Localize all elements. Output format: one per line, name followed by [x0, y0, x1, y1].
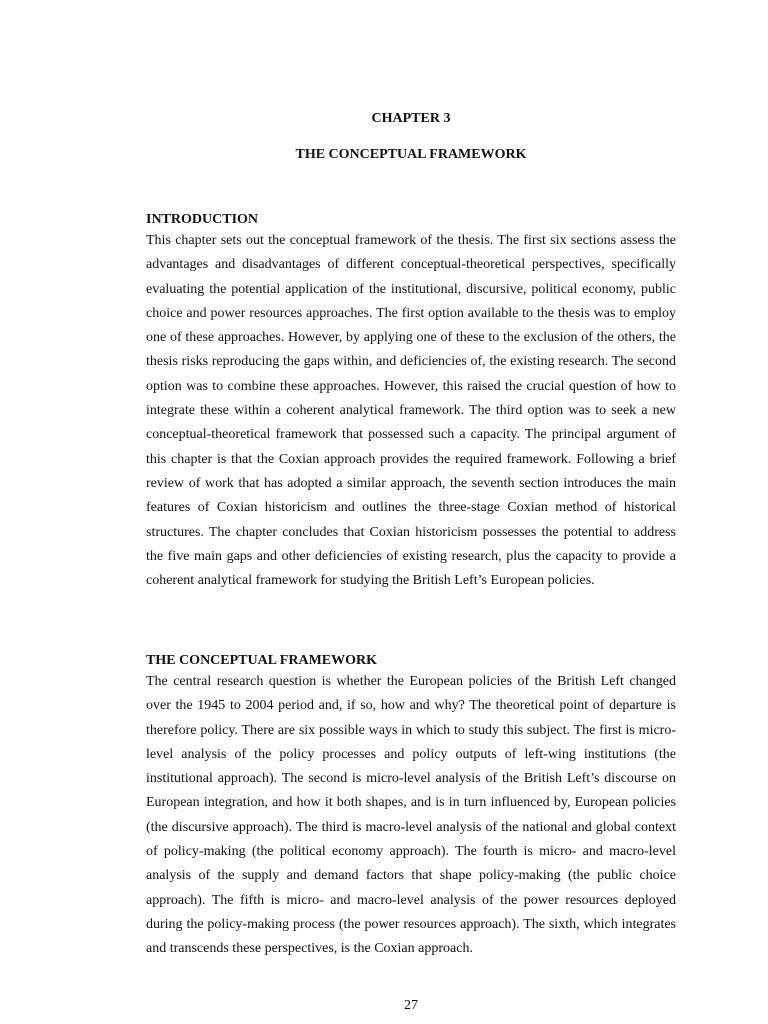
introduction-paragraph: This chapter sets out the conceptual framework of the thesis. The first six sections assess the advantages and disadvantages of different conceptual-theoretical perspectives, specifically evaluating the potential application of the institutional, discursive, political economy, public choice and power resources approaches. The first option available to the thesis was to employ one of these approaches. However, by applying one of these to the exclusion of the others, the thesis risks reproducing the gaps within, and deficiencies of, the existing research. The second option was to combine these approaches. However, this raised the crucial question of how to integrate these within a coherent analytical framework. The third option was to seek a new conceptual-theoretical framework that possessed such a capacity. The principal argument of this chapter is that the Coxian approach provides the required framework. Following a brief review of work that has adopted a similar approach, the seventh section introduces the main features of Coxian historicism and outlines the three-stage Coxian method of historical structures. The chapter concludes that Coxian historicism possesses the potential to address the five main gaps and other deficiencies of existing research, plus the capacity to provide a coherent analytical framework for studying the British Left’s European policies. — [146, 233, 676, 589]
conceptual-framework-paragraph: The central research question is whether the European policies of the British Left changed over the 1945 to 2004 period and, if so, how and why? The theoretical point of departure is therefore policy. There are six possible ways in which to study this subject. The first is micro-level analysis of the policy processes and policy outputs of left-wing institutions (the institutional approach). The second is micro-level analysis of the British Left’s discourse on European integration, and how it both shapes, and is in turn influenced by, European policies (the discursive approach). The third is macro-level analysis of the national and global context of policy-making (the political economy approach). The fourth is micro- and macro-level analysis of the supply and demand factors that shape policy-making (the public choice approach). The fifth is micro- and macro-level analysis of the power resources deployed during the policy-making process (the power resources approach). The sixth, which integrates and transcends these perspectives, is the Coxian approach. — [146, 674, 676, 957]
conceptual-framework-heading: THE CONCEPTUAL FRAMEWORK — [146, 653, 378, 668]
introduction-section — [146, 211, 676, 593]
conceptual-framework-section — [146, 652, 676, 962]
page-number: 27 — [404, 998, 418, 1013]
chapter-label: CHAPTER 3 — [371, 111, 451, 126]
chapter-title: THE CONCEPTUAL FRAMEWORK — [295, 147, 527, 162]
introduction-heading: INTRODUCTION — [146, 212, 259, 227]
